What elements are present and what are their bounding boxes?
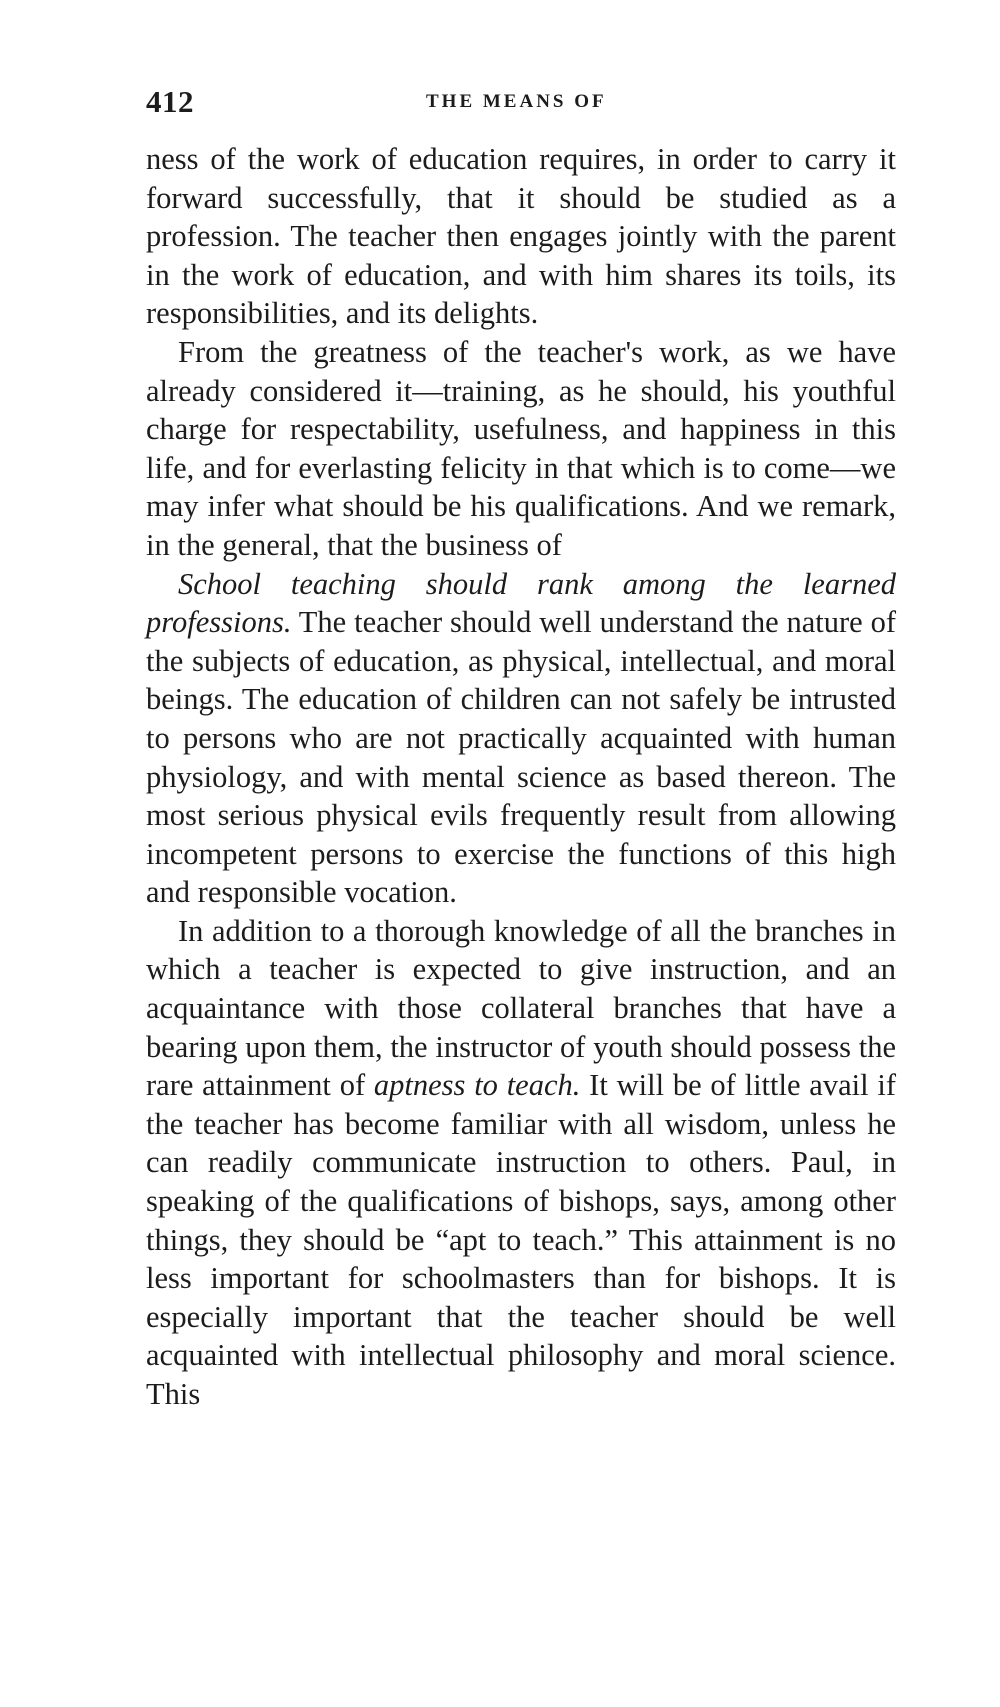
paragraph-3 xyxy=(146,565,896,912)
paragraph-4-text-after: It will be of little avail if the teacher has become familiar with all wisdom, unless he can readily communicate instruction to others. Paul, in speaking of the qualifications of bishops, says, among other things, they should be “apt to teach.” This attainment is no less important for schoolmasters than for bishops. It is especially important that the teacher should be well acquainted with intellectual philosophy and moral science. This xyxy=(146,1068,896,1411)
paragraph-2 xyxy=(146,333,896,565)
page-number: 412 xyxy=(146,84,194,119)
paragraph-1 xyxy=(146,140,896,333)
paragraph-3-italic-lead: School teaching should rank among the learned professions. xyxy=(146,566,896,640)
paragraph-2-text: From the greatness of the teacher's work, as we have already considered it—training, as he should, his youthful charge for respectability, usefulness, and happiness in this life, and for everlasting felicity in that which is to come—we may infer what should be his qualifications. And we remark, in the general, that the business of xyxy=(146,334,896,562)
paragraph-4-text-before: In addition to a thorough knowledge of all the branches in which a teacher is expected to give instruction, and an acquaintance with those collateral branches that have a bearing upon them, the instructor of youth should possess the rare attainment of xyxy=(146,913,896,1103)
running-head: THE MEANS OF xyxy=(426,91,607,112)
paragraph-4 xyxy=(146,912,896,1414)
paragraph-3-text: The teacher should well understand the nature of the subjects of education, as physical, intellectual, and moral beings. The education of children can not safely be intrusted to persons who are not practically acquainted with human physiology, and with mental science as based thereon. The most serious physical evils frequently result from allowing incompetent persons to exercise the functions of this high and responsible vocation. xyxy=(146,605,896,910)
paragraph-1-text: ness of the work of education requires, in order to carry it forward successfully, that it should be studied as a profession. The teacher then engages jointly with the parent in the work of education, and with him shares its toils, its responsibilities, and its delights. xyxy=(146,142,896,331)
body-text xyxy=(146,140,896,1414)
page-header xyxy=(146,84,896,124)
paragraph-4-italic-phrase: aptness to teach. xyxy=(373,1068,581,1103)
